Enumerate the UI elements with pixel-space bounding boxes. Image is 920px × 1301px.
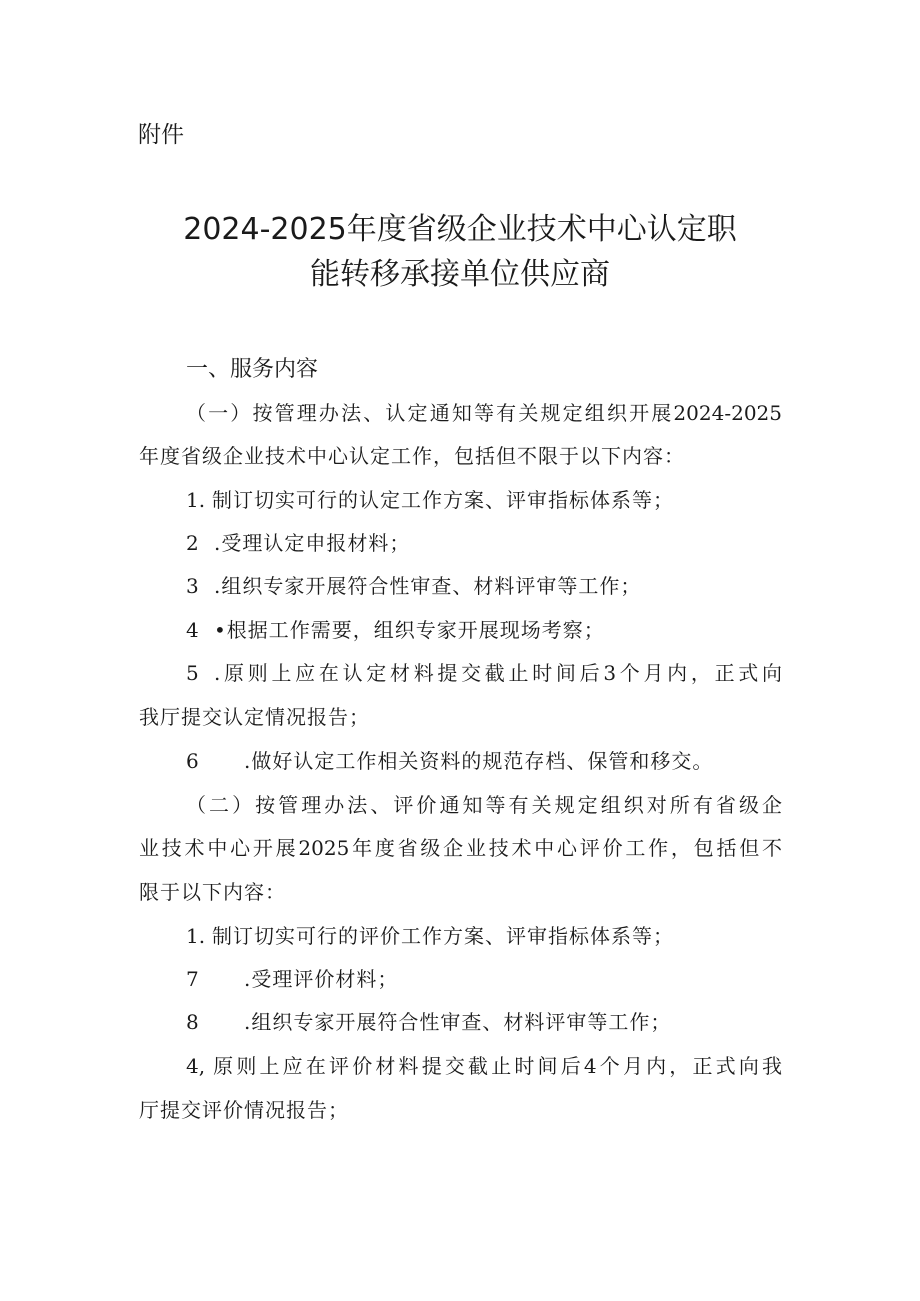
list-item [186, 1008, 671, 1036]
list-item-continuation: 厅提交评价情况报告； [139, 1098, 349, 1122]
list-item [186, 572, 641, 600]
paragraph-2-line-2: 业技术中心开展2025年度省级企业技术中心评价工作，包括但不 [139, 836, 782, 860]
list-item-text: .原则上应在认定材料提交截止时间后3个月内，正式向 [214, 661, 782, 685]
document-title-line-2: 能转移承接单位供应商 [310, 257, 610, 292]
list-item-text: .受理认定申报材料； [214, 531, 411, 555]
section-heading: 一、服务内容 [186, 357, 319, 382]
list-item-text: •根据工作需要，组织专家开展现场考察； [214, 618, 605, 642]
list-item-number: 8 [186, 1010, 199, 1034]
paragraph-1-line-2: 年度省级企业技术中心认定工作，包括但不限于以下内容： [139, 444, 685, 468]
list-item-text: .做好认定工作相关资料的规范存档、保管和移交。 [244, 749, 714, 773]
paragraph-2-line-1: （二）按管理办法、评价通知等有关规定组织对所有省级企 [186, 793, 782, 817]
list-item-number: 4 [186, 618, 199, 642]
list-item-number: 6 [186, 749, 199, 773]
list-item [186, 965, 398, 993]
document-title-line-1: 2024-2025年度省级企业技术中心认定职 [183, 212, 737, 247]
list-item [186, 529, 410, 557]
paragraph-1-line-1: （一）按管理办法、认定通知等有关规定组织开展2024-2025 [186, 401, 782, 425]
list-item-text: 制订切实可行的认定工作方案、评审指标体系等； [212, 488, 674, 512]
list-item [186, 1052, 782, 1080]
list-item [186, 922, 674, 950]
list-item-text: .受理评价材料； [244, 967, 399, 991]
list-item-text: 制订切实可行的评价工作方案、评审指标体系等； [212, 924, 674, 948]
list-item [186, 747, 713, 775]
list-item-number: 3 [186, 574, 199, 598]
list-item-continuation: 我厅提交认定情况报告； [139, 705, 370, 729]
list-item-number: 1. [186, 488, 206, 512]
list-item-number: 7 [186, 967, 199, 991]
list-item [186, 616, 605, 644]
list-item-text: 原则上应在评价材料提交截止时间后4个月内，正式向我 [210, 1054, 782, 1078]
list-item-number: 1. [186, 924, 206, 948]
list-item-number: 2 [186, 531, 199, 555]
attachment-label: 附件 [138, 122, 184, 148]
list-item-text: .组织专家开展符合性审查、材料评审等工作； [214, 574, 642, 598]
list-item [186, 486, 674, 514]
list-item [186, 659, 782, 687]
list-item-number: 5 [186, 661, 199, 685]
paragraph-2-line-3: 限于以下内容： [139, 880, 286, 904]
list-item-text: .组织专家开展符合性审查、材料评审等工作； [244, 1010, 672, 1034]
list-item-number: 4, [186, 1054, 206, 1078]
